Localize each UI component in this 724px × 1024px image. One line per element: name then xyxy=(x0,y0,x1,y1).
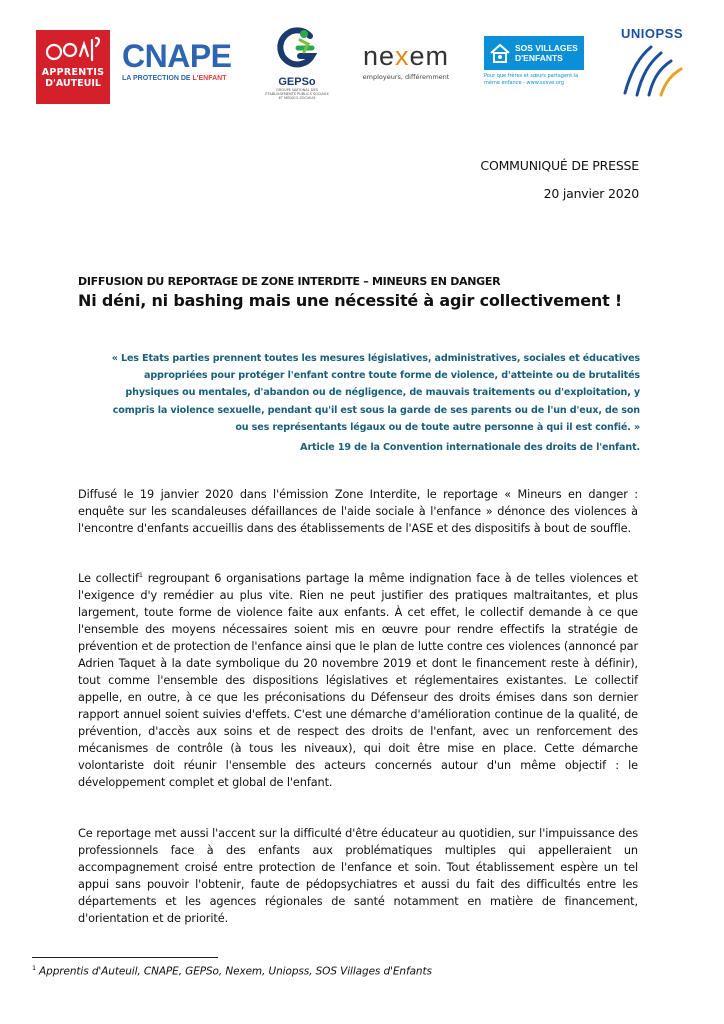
nexem-tagline: employeurs, différemment xyxy=(362,73,450,81)
nexem-name-a: ne xyxy=(362,41,396,71)
cnape-logo xyxy=(122,40,240,90)
uniopss-mark-icon xyxy=(617,41,687,99)
footnote-number: 1 xyxy=(32,964,37,972)
headline: Ni déni, ni bashing mais une nécessité à agir collectivement ! xyxy=(78,291,622,310)
cnape-tag-accent: L'ENFANT xyxy=(192,75,227,82)
gepso-sub: GROUPE NATIONAL DES ÉTABLISSEMENTS PUBLICS SOCIAUX ET MÉDICO-SOCIAUX xyxy=(265,88,329,100)
convention-quote: « Les Etats parties prennent toutes les mesures législatives, administratives, sociales et éducatives appropriées pour protéger l'enfant contre toute forme de violence, d'atteinte ou de brutalités physiques ou mentales, d'abandon ou de négligence, de mauvais traitements ou d'exploitation, y compris la violence sexuelle, pendant qu'il est sous la garde de ses parents ou de l'un d'eux, de son ou ses représentants légaux ou de toute autre personne à qui il est confié. » xyxy=(111,353,640,433)
cnape-name: CNAPE xyxy=(122,38,232,74)
cnape-tag-prefix: LA PROTECTION DE xyxy=(122,75,193,82)
partner-logos xyxy=(30,26,698,108)
gepso-logo xyxy=(265,26,329,106)
nexem-name-b: x xyxy=(395,41,410,71)
body-paragraph-2 xyxy=(78,570,638,791)
body-paragraph-3: Ce reportage met aussi l'accent sur la difficulté d'être éducateur au quotidien, sur l'impuissance des professionnels face à des enfants aux problématiques multiples qui appelleraient un accompagnement croisé entre protection de l'enfance et soin. Tout établissement espère un tel appui sans pouvoir l'obtenir, faute de pédopsychiatres et aussi du fait des difficultés entre les départements et les agences régionales de santé notamment en matière de financement, d'orientation et de priorité. xyxy=(78,827,638,925)
quote-source: Article 19 de la Convention internationale des droits de l'enfant. xyxy=(300,442,640,453)
press-release-date: 20 janvier 2020 xyxy=(543,186,639,201)
footnote-divider xyxy=(32,957,218,958)
sos-villages-logo xyxy=(484,36,584,92)
nexem-logo xyxy=(346,42,466,92)
apprentis-sketch-icon xyxy=(44,36,102,66)
apprentis-line2: D'AUTEUIL xyxy=(45,78,101,89)
sos-tagline: Pour que frères et sœurs partagent la même enfance - www.sosve.org xyxy=(484,73,579,86)
footnote-text: Apprentis d'Auteuil, CNAPE, GEPSo, Nexem, Uniopss, SOS Villages d'Enfants xyxy=(39,965,432,978)
footnote-reference[interactable]: 1 xyxy=(138,571,143,580)
apprentis-auteuil-logo xyxy=(36,30,110,104)
uniopss-name: UNIOPSS xyxy=(620,26,683,41)
sos-title: SOS VILLAGES D'ENFANTS xyxy=(515,43,578,63)
kicker-title: DIFFUSION DU REPORTAGE DE ZONE INTERDITE – MINEURS EN DANGER xyxy=(78,275,501,288)
uniopss-logo xyxy=(608,26,696,106)
cnape-tagline xyxy=(122,75,240,82)
sos-villages-box xyxy=(484,36,584,70)
body-paragraph-1: Diffusé le 19 janvier 2020 dans l'émission Zone Interdite, le reportage « Mineurs en danger : enquête sur les scandaleuses défaillances de l'aide sociale à l'enfance » dénonce des violences à l'encontre d'enfants accueillis dans des établissements de l'ASE et des dispositifs à bout de souffle. xyxy=(78,488,638,535)
footnote xyxy=(32,964,432,978)
sos-house-icon xyxy=(489,42,511,64)
p2-start: Le collectif xyxy=(78,572,139,585)
nexem-name-c: em xyxy=(409,41,450,71)
gepso-name: GEPSo xyxy=(278,76,316,88)
p2-rest: regroupant 6 organisations partage la même indignation face à de telles violences et l'exigence d'y remédier au plus vite. Rien ne peut justifier des pratiques maltraitantes, et plus largement, toute forme de violence faite aux enfants. À cet effet, le collectif demande à ce que l'ensemble des moyens nécessaires soient mis en œuvre pour rendre effectifs la stratégie de prévention et de protection de l'enfance ainsi que le plan de lutte contre ces violences (annoncé par Adrien Taquet à la date symbolique du 20 novembre 2019 et dont le financement reste à définir), tout comme l'ensemble des dispositions législatives et réglementaires existantes. Le collectif appelle, en outre, à ce que les préconisations du Défenseur des droits émises dans son dernier rapport annuel soient suivies d'effets. C'est une démarche d'amélioration continue de la qualité, de prévention, d'accès aux soins et de respect des droits de l'enfant, avec un renforcement des mécanismes de contrôle (à tous les niveaux), qui doit être mise en place. Cette démarche volontariste doit réunir l'ensemble des acteurs concernés autour d'un même objectif : le développement complet et global de l'enfant. xyxy=(78,572,638,789)
press-release-label: COMMUNIQUÉ DE PRESSE xyxy=(480,158,639,173)
gepso-mark-icon xyxy=(274,26,320,72)
apprentis-line1: APPRENTIS xyxy=(41,67,105,78)
nexem-name xyxy=(346,42,466,70)
